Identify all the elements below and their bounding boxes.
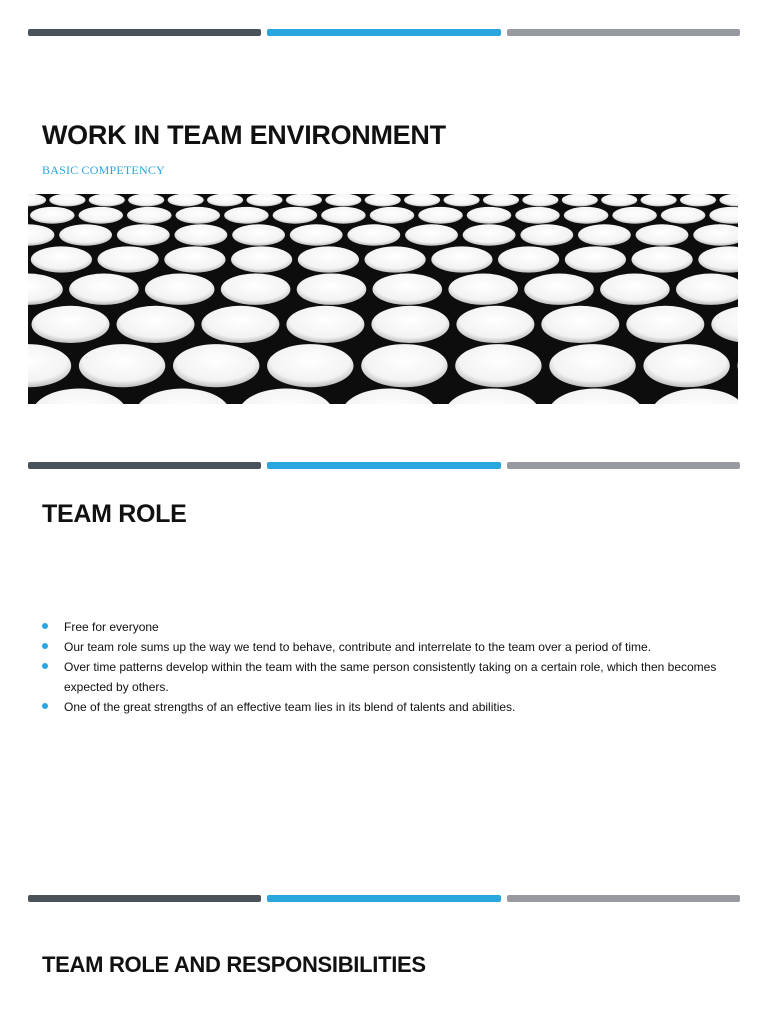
disc-shape xyxy=(661,207,706,224)
disc-shape xyxy=(600,274,670,305)
disc-shape xyxy=(520,224,573,245)
disc-shape xyxy=(612,207,657,224)
disc-shape xyxy=(524,274,594,305)
disc-shape xyxy=(239,389,334,405)
disc-shape xyxy=(709,207,738,224)
disc-shape xyxy=(456,306,534,343)
list-item-text: Over time patterns develop within the team with the same person consistently taking on a certain role, which then becomes expected by others. xyxy=(64,660,717,694)
disc-shape xyxy=(273,207,318,224)
disc-shape xyxy=(549,344,635,387)
disc-shape xyxy=(601,194,637,206)
disc-shape xyxy=(286,194,322,206)
disc-shape xyxy=(365,194,401,206)
disc-shape xyxy=(246,194,282,206)
disc-shape xyxy=(79,344,165,387)
slide-1-subtitle: BASIC COMPETENCY xyxy=(42,163,165,177)
disc-shape xyxy=(69,274,139,305)
disc-shape xyxy=(164,246,225,272)
disc-shape xyxy=(361,344,447,387)
disc-shape xyxy=(32,389,127,405)
disc-shape xyxy=(641,194,677,206)
disc-shape xyxy=(59,224,112,245)
list-item-text: Free for everyone xyxy=(64,620,159,634)
accent-segment-dark xyxy=(28,895,261,902)
accent-segment-dark xyxy=(28,462,261,469)
disc-shape xyxy=(28,274,63,305)
disc-shape xyxy=(286,306,364,343)
disc-shape xyxy=(31,246,92,272)
disc-shape xyxy=(498,246,559,272)
disc-shape xyxy=(175,224,228,245)
disc-shape xyxy=(321,207,366,224)
disc-shape xyxy=(201,306,279,343)
accent-segment-blue xyxy=(267,895,500,902)
disc-shape xyxy=(626,306,704,343)
disc-shape xyxy=(404,194,440,206)
disc-shape xyxy=(445,389,540,405)
disc-shape xyxy=(136,389,231,405)
disc-shape xyxy=(467,207,512,224)
disc-shape xyxy=(711,306,738,343)
disc-shape xyxy=(565,246,626,272)
list-item xyxy=(42,637,732,657)
slide-1-accent-bar xyxy=(28,29,740,36)
disc-shape xyxy=(32,306,110,343)
list-item-text: Our team role sums up the way we tend to behave, contribute and interrelate to the team over a period of time. xyxy=(64,640,651,654)
disc-shape xyxy=(418,207,463,224)
slide-2-title: TEAM ROLE xyxy=(42,500,187,528)
accent-segment-gray xyxy=(507,895,740,902)
disc-shape xyxy=(325,194,361,206)
disc-shape xyxy=(117,224,170,245)
disc-shape xyxy=(693,224,738,245)
disc-shape xyxy=(207,194,243,206)
disc-shape xyxy=(30,207,75,224)
disc-shape xyxy=(578,224,631,245)
list-item xyxy=(42,697,732,717)
list-item-text: One of the great strengths of an effective team lies in its blend of talents and abilities. xyxy=(64,700,516,714)
disc-shape xyxy=(267,344,353,387)
disc-shape xyxy=(347,224,400,245)
disc-shape xyxy=(297,274,367,305)
disc-shape xyxy=(522,194,558,206)
disc-shape xyxy=(298,246,359,272)
accent-segment-gray xyxy=(507,29,740,36)
disc-shape xyxy=(28,224,54,245)
slide-2-bullet-list xyxy=(42,617,732,717)
disc-shape xyxy=(483,194,519,206)
list-item xyxy=(42,617,732,637)
disc-shape xyxy=(342,389,437,405)
disc-shape xyxy=(455,344,541,387)
accent-segment-blue xyxy=(267,29,500,36)
slide-2-accent-bar xyxy=(28,462,740,469)
disc-shape xyxy=(127,207,172,224)
disc-shape xyxy=(698,246,738,272)
disc-shape xyxy=(680,194,716,206)
disc-shape xyxy=(444,194,480,206)
disc-shape xyxy=(371,306,449,343)
disc-shape xyxy=(719,194,738,206)
disc-shape xyxy=(564,207,609,224)
disc-shape xyxy=(221,274,291,305)
accent-segment-dark xyxy=(28,29,261,36)
disc-shape xyxy=(79,207,124,224)
white-discs-photo xyxy=(28,194,738,404)
disc-shape xyxy=(636,224,689,245)
disc-shape xyxy=(232,224,285,245)
disc-shape xyxy=(224,207,269,224)
bullet-icon xyxy=(42,623,48,629)
disc-shape xyxy=(89,194,125,206)
disc-shape xyxy=(448,274,518,305)
disc-shape xyxy=(676,274,738,305)
disc-shape xyxy=(145,274,215,305)
disc-shape xyxy=(117,306,195,343)
bullet-icon xyxy=(42,703,48,709)
disc-shape xyxy=(463,224,516,245)
disc-shape xyxy=(28,194,46,206)
disc-shape xyxy=(98,246,159,272)
bullet-icon xyxy=(42,663,48,669)
disc-shape xyxy=(173,344,259,387)
disc-shape xyxy=(49,194,85,206)
disc-shape xyxy=(28,344,71,387)
slide-1-title: WORK IN TEAM ENVIRONMENT xyxy=(42,120,446,150)
bullet-icon xyxy=(42,643,48,649)
disc-shape xyxy=(652,389,739,405)
disc-shape xyxy=(168,194,204,206)
disc-shape xyxy=(290,224,343,245)
disc-shape xyxy=(632,246,693,272)
disc-shape xyxy=(370,207,415,224)
disc-shape xyxy=(231,246,292,272)
discs-image xyxy=(28,194,738,404)
accent-segment-blue xyxy=(267,462,500,469)
disc-shape xyxy=(738,344,739,387)
disc-shape xyxy=(515,207,560,224)
disc-shape xyxy=(373,274,443,305)
disc-shape xyxy=(176,207,221,224)
accent-segment-gray xyxy=(507,462,740,469)
list-item xyxy=(42,657,732,697)
disc-shape xyxy=(405,224,458,245)
disc-shape xyxy=(541,306,619,343)
disc-shape xyxy=(562,194,598,206)
disc-shape xyxy=(128,194,164,206)
slide-3-accent-bar xyxy=(28,895,740,902)
disc-shape xyxy=(548,389,643,405)
disc-shape xyxy=(643,344,729,387)
disc-shape xyxy=(431,246,492,272)
slide-3-title: TEAM ROLE AND RESPONSIBILITIES xyxy=(42,952,426,977)
disc-shape xyxy=(365,246,426,272)
